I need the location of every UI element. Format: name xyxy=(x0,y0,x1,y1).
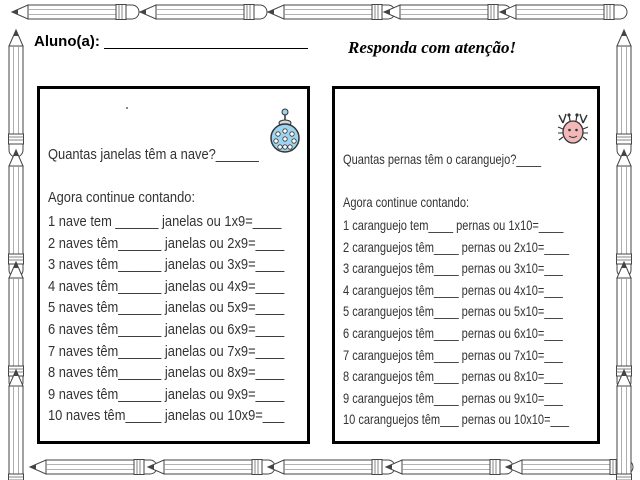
pencil-bottom-1 xyxy=(30,460,157,475)
spaceship-exercise-box xyxy=(37,86,310,444)
spaceship-row: 6 naves têm______ janelas ou 6x9=____ xyxy=(48,320,285,338)
crab-row: 5 caranguejos têm____ pernas ou 5x10=___ xyxy=(343,303,563,320)
crab-instruction: Agora continue contando: xyxy=(343,194,470,210)
pencil-bottom-3 xyxy=(268,460,395,475)
spaceship-row: 10 naves têm_____ janelas ou 10x9=___ xyxy=(48,407,285,425)
spaceship-question: Quantas janelas têm a nave?______ xyxy=(48,146,259,163)
pencil-bottom-4 xyxy=(386,460,513,475)
crab-question: Quantas pernas têm o caranguejo?____ xyxy=(343,151,541,167)
pencil-right-1 xyxy=(617,30,632,157)
spaceship-row: 7 naves têm______ janelas ou 7x9=____ xyxy=(48,342,285,360)
student-name-label: Aluno(a): xyxy=(34,33,100,50)
crab-row: 3 caranguejos têm____ pernas ou 3x10=___ xyxy=(343,260,563,277)
stray-dot xyxy=(126,107,128,109)
crab-row: 9 caranguejos têm____ pernas ou 9x10=___ xyxy=(343,389,563,406)
spaceship-row: 4 naves têm______ janelas ou 4x9=____ xyxy=(48,277,285,295)
crab-row: 2 caranguejos têm____ pernas ou 2x10=____ xyxy=(343,238,569,255)
pencil-top-2 xyxy=(140,5,267,20)
pencil-top-1 xyxy=(12,5,139,20)
spaceship-row: 2 naves têm______ janelas ou 2x9=____ xyxy=(48,234,285,252)
crab-row: 4 caranguejos têm____ pernas ou 4x10=___ xyxy=(343,281,563,298)
pencil-left-2 xyxy=(9,150,24,277)
crab-row: 8 caranguejos têm____ pernas ou 8x10=___ xyxy=(343,368,563,385)
pencil-left-4 xyxy=(9,370,24,480)
spaceship-icon xyxy=(268,107,302,155)
pencil-top-5 xyxy=(500,5,627,20)
student-name-line[interactable] xyxy=(104,48,308,49)
pencil-top-3 xyxy=(268,5,395,20)
crab-row: 6 caranguejos têm____ pernas ou 6x10=___ xyxy=(343,324,563,341)
crab-exercise-box xyxy=(332,86,600,444)
pencil-top-4 xyxy=(384,5,511,20)
crab-row: 10 caranguejos têm___ pernas ou 10x10=___ xyxy=(343,411,569,428)
spaceship-row: 9 naves têm______ janelas ou 9x9=____ xyxy=(48,385,285,403)
crab-rows xyxy=(343,215,569,431)
crab-row: 7 caranguejos têm____ pernas ou 7x10=___ xyxy=(343,346,563,363)
crab-row: 1 caranguejo tem____ pernas ou 1x10=____ xyxy=(343,217,564,233)
crab-icon xyxy=(557,111,589,145)
pencil-left-1 xyxy=(9,30,24,157)
spaceship-row: 5 naves têm______ janelas ou 5x9=____ xyxy=(48,299,285,317)
pencil-right-4 xyxy=(617,370,632,480)
spaceship-row: 8 naves têm______ janelas ou 8x9=____ xyxy=(48,364,285,382)
spaceship-instruction: Agora continue contando: xyxy=(48,189,196,206)
pencil-bottom-2 xyxy=(148,460,275,475)
spaceship-rows xyxy=(48,211,284,427)
page-title: Responda com atenção! xyxy=(348,38,517,57)
pencil-right-2 xyxy=(617,150,632,277)
spaceship-row: 3 naves têm______ janelas ou 3x9=____ xyxy=(48,256,285,274)
pencil-bottom-5 xyxy=(506,460,633,475)
spaceship-row: 1 nave tem ______ janelas ou 1x9=____ xyxy=(48,213,282,230)
